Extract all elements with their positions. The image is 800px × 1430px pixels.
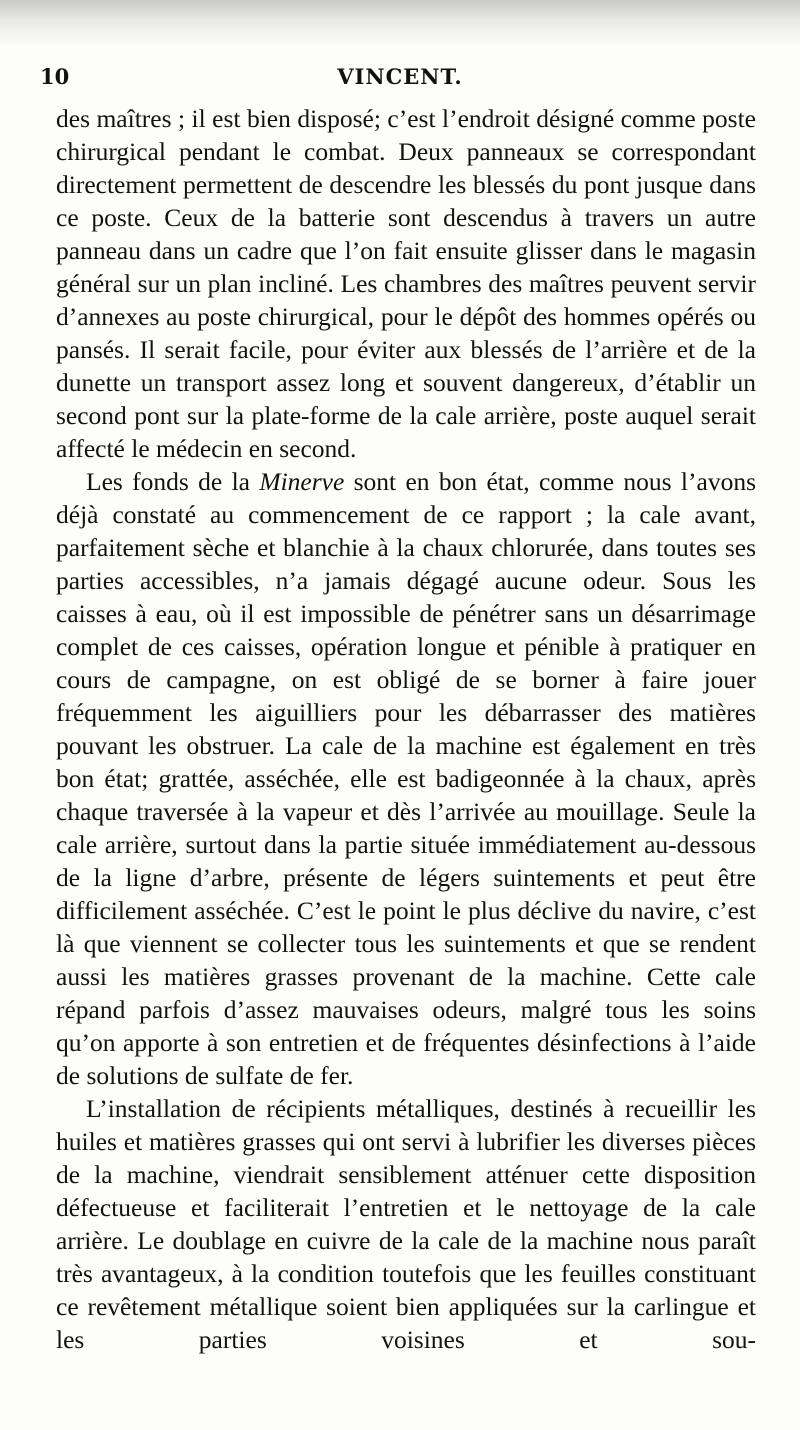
scan-shadow — [0, 0, 800, 46]
page-header — [40, 64, 760, 94]
paragraph-1: des maîtres ; il est bien disposé; c’est l’endroit désigné comme poste chirurgical pendant le combat. Deux panneaux se correspondant directement permettent de descendre les blessés du pont jusque dans ce poste. Ceux de la batterie sont descendus à travers un autre panneau dans un cadre que l’on fait ensuite glisser dans le magasin général sur un plan incliné. Les chambres des maîtres peuvent servir d’annexes au poste chirurgical, pour le dépôt des hommes opérés ou pansés. Il serait facile, pour éviter aux blessés de l’arrière et de la dunette un transport assez long et souvent dangereux, d’établir un second pont sur la plate-forme de la cale arrière, poste auquel serait affecté le médecin en second. — [56, 104, 756, 463]
ship-name: Minerve — [259, 467, 345, 496]
page-number: 10 — [40, 64, 70, 89]
paragraph-2-text-start: Les fonds de la — [86, 467, 260, 496]
page-body — [56, 102, 756, 1356]
paragraph-3: L’installation de récipients métalliques, destinés à recueillir les huiles et matières grasses qui ont servi à lubrifier les diverses pièces de la machine, viendrait sensiblement atténuer cette disposition défectueuse et faciliterait l’entretien et le nettoyage de la cale arrière. Le doublage en cuivre de la cale de la machine nous paraît très avantageux, à la condition toutefois que les feuilles constituant ce revêtement métallique soient bien appliquées sur la carlingue et les parties voisines et sou- — [56, 1094, 756, 1354]
paragraph-2-text-rest: sont en bon état, comme nous l’avons déjà constaté au commencement de ce rapport ; la cale avant, parfaitement sèche et blanchie à la chaux chlorurée, dans toutes ses parties accessibles, n’a jamais dégagé aucune odeur. Sous les caisses à eau, où il est impossible de pénétrer sans un désarrimage complet de ces caisses, opération longue et pénible à pratiquer en cours de campagne, on est obligé de se borner à faire jouer fréquemment les aiguilliers pour les débarrasser des matières pouvant les obstruer. La cale de la machine est également en très bon état; grattée, asséchée, elle est badigeonnée à la chaux, après chaque traversée à la vapeur et dès l’arrivée au mouillage. Seule la cale arrière, surtout dans la partie située immédiatement au-dessous de la ligne d’arbre, présente de légers suintements et peut être difficilement asséchée. C’est le point le plus déclive du navire, c’est là que viennent se collecter tous les suintements et que se rendent aussi les matières grasses provenant de la machine. Cette cale répand parfois d’assez mauvaises odeurs, malgré tous les soins qu’on apporte à son entretien et de fréquentes désinfections à l’aide de solutions de sulfate de fer. — [56, 467, 756, 1090]
paragraph-2 — [56, 465, 756, 1092]
running-head: VINCENT. — [337, 64, 463, 89]
